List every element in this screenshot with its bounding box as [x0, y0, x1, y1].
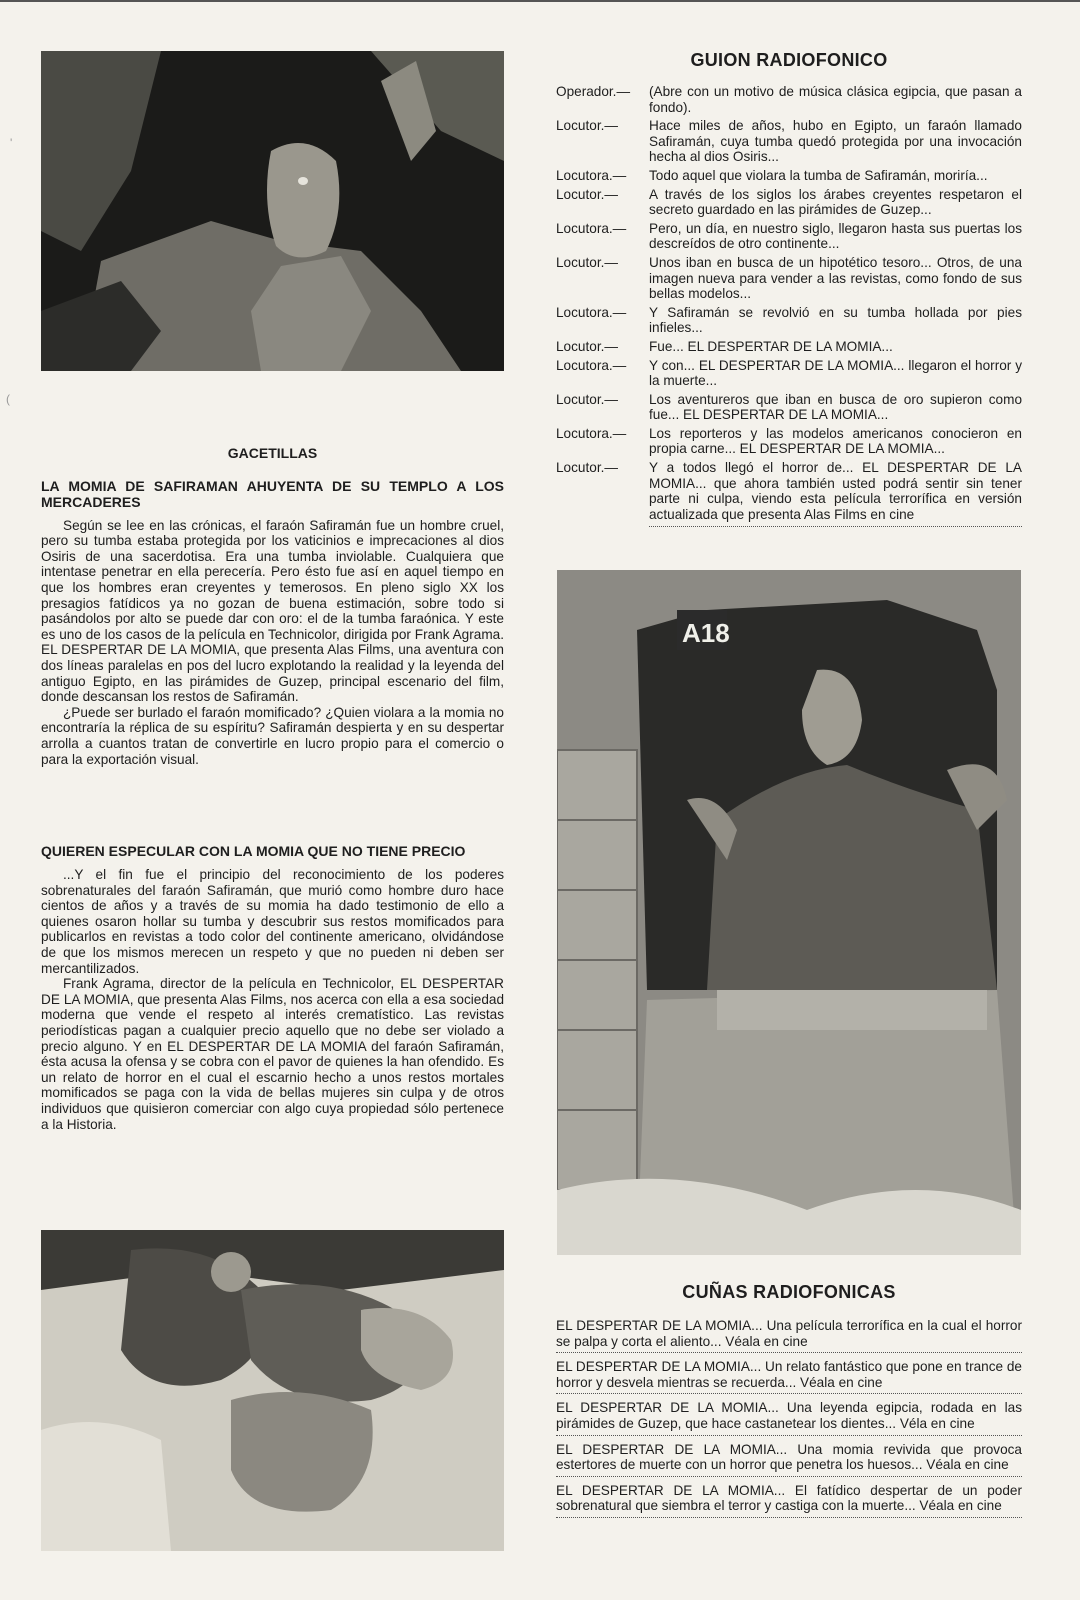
cuna-item — [556, 1359, 1022, 1394]
gacetillas-title: GACETILLAS — [227, 445, 318, 461]
cuna-text: EL DESPERTAR DE LA MOMIA... Un relato fantástico que pone en trance de horror y desvela mientras se recuerda... Véala en cine — [556, 1359, 1022, 1390]
photo-bodies-ground — [41, 1230, 504, 1551]
script-line — [556, 358, 1022, 389]
script-line — [556, 187, 1022, 218]
script-speaker: Locutora.— — [556, 220, 627, 236]
script-text: Los aventureros que iban en busca de oro supieron como fue... EL DESPERTAR DE LA MOMIA... — [649, 391, 1022, 423]
guion-title: GUION RADIOFONICO — [690, 50, 888, 70]
dotted-rule — [556, 1351, 1022, 1353]
script-speaker: Operador.— — [556, 84, 631, 99]
script-speaker: Locutora.— — [556, 357, 627, 373]
script-text: Pero, un día, en nuestro siglo, llegaron hasta sus puertas los descreídos de otro continente... — [649, 220, 1022, 252]
cuna-item — [556, 1442, 1022, 1477]
script-speaker: Locutora.— — [556, 425, 627, 441]
photo-mummy-doorway — [557, 570, 1021, 1255]
script-text: Y Safiramán se revolvió en su tumba hollada por pies infieles... — [649, 304, 1022, 336]
script-text: Los reporteros y las modelos americanos conocieron en propia carne... EL DESPERTAR DE LA MOMIA... — [649, 425, 1022, 457]
cuna-text: EL DESPERTAR DE LA MOMIA... Una película terrorífica en la cual el horror se palpa y corta el aliento... Véala en cine — [556, 1318, 1022, 1349]
dotted-rule — [556, 1516, 1022, 1518]
cuna-item — [556, 1318, 1022, 1353]
margin-mark: ' — [10, 136, 13, 150]
script-line — [556, 168, 1022, 184]
script-line — [556, 84, 1022, 115]
article2-heading: QUIEREN ESPECULAR CON LA MOMIA QUE NO TIENE PRECIO — [41, 843, 466, 859]
cuna-item — [556, 1400, 1022, 1435]
doorway-sign: A18 — [682, 618, 730, 648]
guion-script — [556, 84, 1022, 527]
cuna-text: EL DESPERTAR DE LA MOMIA... Una leyenda egipcia, rodada en las pirámides de Guzep, que hace castanetear los dientes... Véla en cine — [556, 1400, 1022, 1431]
article1-paragraph: ¿Puede ser burlado el faraón momificado? ¿Quien violara a la momia no encontraría la réplica de su espíritu? Safiramán despierta y en su despertar arrolla a cuantos tratan de convertirle en lucro propio para el comercio o para la exportación visual. — [41, 704, 504, 767]
script-line — [556, 339, 1022, 355]
article1-heading: LA MOMIA DE SAFIRAMAN AHUYENTA DE SU TEMPLO A LOS MERCADERES — [41, 477, 504, 510]
script-line — [556, 255, 1022, 302]
script-text: Fue... EL DESPERTAR DE LA MOMIA... — [649, 338, 893, 354]
script-text: A través de los siglos los árabes creyentes respetaron el secreto guardado en las pirámides de Guzep... — [649, 186, 1022, 218]
script-speaker: Locutor.— — [556, 460, 618, 476]
script-speaker: Locutor.— — [556, 254, 618, 270]
cunas-list — [556, 1318, 1022, 1524]
cuna-text: EL DESPERTAR DE LA MOMIA... Una momia revivida que provoca estertores de muerte con un horror que penetra los huesos... Véala en cine — [556, 1441, 1022, 1473]
photo-mummy-palms — [41, 51, 504, 371]
script-text: Y con... EL DESPERTAR DE LA MOMIA... llegaron el horror y la muerte... — [649, 357, 1022, 389]
article1-paragraph: Según se lee en las crónicas, el faraón Safiramán fue un hombre cruel, pero su tumba estaba protegida por los vaticinios e imprecaciones al dios Osiris de una sacerdotisa. Era una tumba inviolable. Cualquiera que intentase penetrar en ella perecería. Pero ésto fue así en aquel tiempo en que los hombres eran creyentes y temerosos. En pleno siglo XX los presagios fatídicos ya no gozan de buena estimación, sobre todo si pasándolos por alto se puede dar con oro: el de la tumba faraónica. Y este es uno de los casos de la película en Technicolor, dirigida por Frank Agrama. EL DESPERTAR DE LA MOMIA, que presenta Alas Films, una aventura con dos líneas paralelas en pos del lucro explotando la realidad y la leyenda del antiguo Egipto, en las pirámides de Guzep, principal escenario del film, donde descansan los restos de Safiramán. — [41, 517, 504, 705]
script-speaker: Locutor.— — [556, 391, 618, 407]
script-line — [556, 221, 1022, 252]
cunas-title: CUÑAS RADIOFONICAS — [682, 1282, 896, 1302]
script-speaker: Locutora.— — [556, 167, 627, 183]
script-line — [556, 426, 1022, 457]
cuna-text: EL DESPERTAR DE LA MOMIA... El fatídico despertar de un poder sobrenatural que siembra el terror y castiga con la muerte... Véala en cine — [556, 1482, 1022, 1514]
script-text: Hace miles de años, hubo en Egipto, un faraón llamado Safiramán, cuya tumba quedó protegida por una invocación hecha al dios Osiris... — [649, 118, 1022, 165]
dotted-rule — [649, 525, 1022, 527]
margin-mark: ( — [6, 392, 10, 406]
script-text: Y a todos llegó el horror de... EL DESPERTAR DE LA MOMIA... que ahora también usted podrá sentir sin tener parte ni culpa, viendo esta película terrorífica en versión actualizada que presenta Alas Films en cine — [649, 460, 1022, 522]
gacetillas-column — [41, 446, 504, 767]
script-speaker: Locutora.— — [556, 304, 627, 320]
script-text: (Abre con un motivo de música clásica egipcia, que pasan a fondo). — [649, 84, 1022, 115]
script-speaker: Locutor.— — [556, 118, 618, 134]
script-line — [556, 392, 1022, 423]
script-line — [556, 118, 1022, 165]
script-line — [556, 460, 1022, 522]
dotted-rule — [556, 1392, 1022, 1394]
article2-column — [41, 843, 504, 1132]
script-line — [556, 305, 1022, 336]
dotted-rule — [556, 1434, 1022, 1436]
article2-paragraph: ...Y el fin fue el principio del reconocimiento de los poderes sobrenaturales del faraón Safiramán, que murió como hombre duro hace cientos de años y a través de su momia ha dado testimonio de ello a quienes osaron hollar su tumba y descubrir sus restos momificados para publicarlos en revistas a todo color del continente americano, olvidándose de que los mismos merecen un respeto y que no pueden ni deben ser mercantilizados. — [41, 867, 504, 976]
dotted-rule — [556, 1475, 1022, 1477]
script-text: Todo aquel que violara la tumba de Safiramán, moriría... — [649, 167, 988, 183]
script-speaker: Locutor.— — [556, 186, 618, 202]
article2-paragraph: Frank Agrama, director de la película en Technicolor, EL DESPERTAR DE LA MOMIA, que presenta Alas Films, nos acerca con ella a esa sociedad moderna que vende el respeto al interés crematístico. Las revistas periodísticas pagan a cualquier precio aquello que no debe ser violado a precio alguno. Y en EL DESPERTAR DE LA MOMIA del faraón Safiramán, ésta acusa la ofensa y se cobra con el pavor de quienes la han ofendido. Es un relato de horror en el cual el escarnio hecho a unos restos mortales momificados se paga con la vida de bellas mujeres sin culpa y de otros individuos que quisieron comerciar con algo cuya propiedad sólo pertenece a la Historia. — [41, 976, 504, 1132]
script-text: Unos iban en busca de un hipotético tesoro... Otros, de una imagen nueva para vender a las revistas, como fondo de sus bellas modelos... — [649, 254, 1022, 302]
script-speaker: Locutor.— — [556, 338, 618, 354]
top-rule — [0, 0, 1080, 2]
cuna-item — [556, 1483, 1022, 1518]
